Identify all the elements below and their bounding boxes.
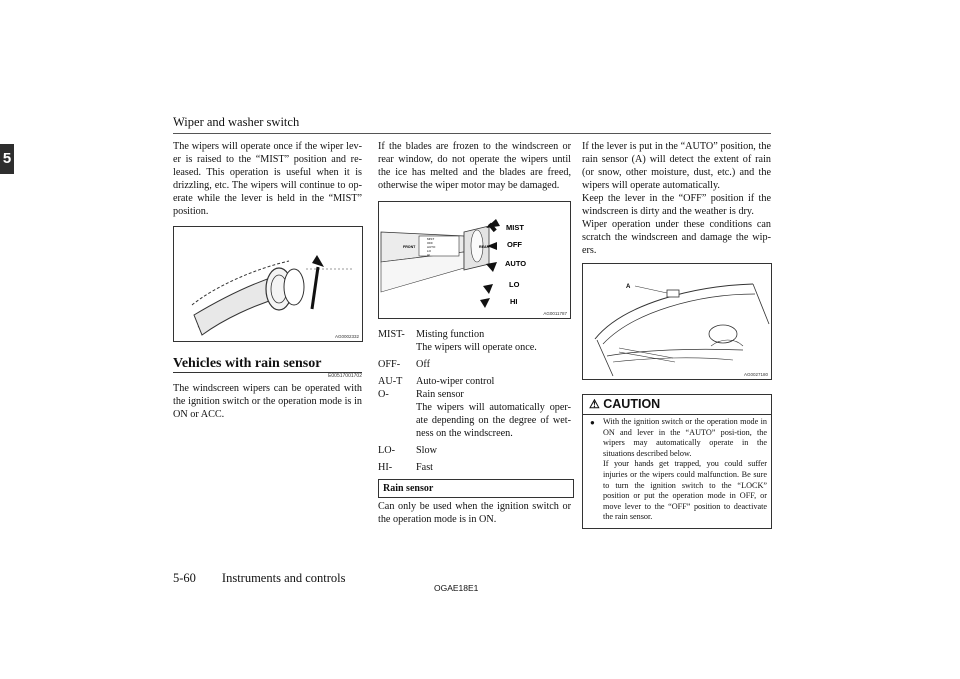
section-name: Instruments and controls: [221, 571, 346, 585]
definition-line: The wipers will automatically oper-ate depending on the degree of wet-ness on the windscreen.: [416, 402, 571, 439]
definition-line: Auto-wiper control: [416, 376, 495, 387]
rain-sensor-heading: Rain sensor: [378, 479, 574, 498]
col2-paragraph-1: If the blades are frozen to the windscreen or rear window, do not operate the wipers until the ice has melted and the blades are freed, otherwise the wiper motor may be damaged.: [378, 141, 571, 191]
header-rule: [173, 133, 771, 134]
col3-paragraph-3: Wiper operation under these conditions can scratch the windscreen and damage the wip-ers.: [582, 219, 771, 256]
definition-line: Misting function: [416, 329, 485, 340]
figure-rain-sensor: [582, 263, 772, 380]
definition-term: AU-TO-: [378, 376, 403, 400]
wiper-lever-illustration: [174, 227, 362, 341]
label-small-lo: LO: [427, 249, 432, 253]
caution-rule: [583, 414, 771, 415]
bullet-icon: ●: [590, 418, 595, 427]
page-number: 5-60: [173, 571, 196, 585]
caution-paragraph-1: With the ignition switch or the operation mode in ON and lever in the “AUTO” posi-tion, the wipers may automatically operate in the situations described below.: [603, 417, 767, 458]
windscreen-illustration: [583, 264, 771, 379]
label-lo: LO: [509, 280, 520, 289]
definition-term: LO-: [378, 445, 395, 456]
label-off: OFF: [507, 240, 522, 249]
definition-row: [378, 358, 571, 371]
col1-text-2: [173, 382, 362, 421]
definition-line: The wipers will operate once.: [416, 342, 537, 353]
label-a: A: [626, 284, 631, 290]
col2-paragraph-2: Can only be used when the ignition switch or the operation mode is in ON.: [378, 501, 571, 525]
definition-line: Slow: [416, 445, 437, 456]
chapter-tab: 5: [0, 144, 14, 174]
caution-box: [582, 394, 772, 529]
definition-row: [378, 328, 571, 354]
figure-lever-positions: [378, 201, 571, 319]
definition-term: HI-: [378, 462, 393, 473]
caution-title: [589, 397, 660, 411]
figure-code: AG0002332: [334, 334, 359, 339]
figure-wiper-lever: [173, 226, 363, 342]
col3-paragraph-2: Keep the lever in the “OFF” position if the windscreen is dirty and the weather is dry.: [582, 193, 771, 217]
figure-code: AG0011787: [543, 311, 567, 316]
definition-line: Rain sensor: [416, 389, 464, 400]
lever-positions-illustration: [379, 202, 570, 318]
document-code: OGAE18E1: [434, 583, 479, 593]
col2-text: [378, 140, 571, 192]
definition-desc: [416, 444, 571, 457]
footer: [173, 571, 372, 586]
definition-term: OFF-: [378, 359, 401, 370]
col3-paragraph-1: If the lever is put in the “AUTO” position, the rain sensor (A) will detect the extent of rain (or snow, other moisture, dust, etc.) and the wipers will operate automatically.: [582, 141, 771, 191]
caution-body: [603, 417, 767, 523]
definition-desc: [416, 328, 571, 354]
col1-text: [173, 140, 362, 218]
label-front: FRONT: [403, 245, 416, 249]
definition-row: [378, 375, 571, 440]
col2-text-2: [378, 500, 571, 526]
definition-desc: [416, 461, 571, 474]
caution-paragraph-2: If your hands get trapped, you could suffer injuries or the wipers could malfunction. Be sure to turn the ignition switch to the “LOCK” position or put the operation mode in OFF, or move lever to the “OFF” position to deactivate the rain sensor.: [603, 459, 767, 522]
running-header: Wiper and washer switch: [173, 115, 300, 129]
section-heading: Vehicles with rain sensor: [173, 356, 322, 371]
definition-row: [378, 444, 571, 457]
caution-title-text: CAUTION: [603, 397, 661, 411]
definition-line: Off: [416, 359, 430, 370]
label-auto: AUTO: [505, 259, 527, 268]
warning-triangle-icon: ⚠: [589, 397, 600, 411]
definition-desc: [416, 375, 571, 440]
definition-line: Fast: [416, 462, 433, 473]
figure-code: AG0027180: [743, 372, 768, 377]
col3-text: [582, 140, 771, 257]
label-small-off: OFF: [427, 241, 433, 245]
label-hi: HI: [510, 297, 518, 306]
label-mist: MIST: [506, 223, 524, 232]
definition-term: MIST-: [378, 329, 405, 340]
label-small-hi: HI: [427, 253, 430, 257]
col1-paragraph-1: The wipers will operate once if the wiper lev-er is raised to the “MIST” position and re-leased. This operation is useful when it is drizzling, etc. The wipers will continue to op-erate while the lever is held in the “MIST” position.: [173, 141, 362, 217]
heading-code: E00517001702: [328, 373, 362, 379]
col1-paragraph-2: The windscreen wipers can be operated with the ignition switch or the operation mode is in ON or ACC.: [173, 383, 362, 420]
definition-row: [378, 461, 571, 474]
label-rear: REAR: [479, 245, 490, 249]
definition-desc: [416, 358, 571, 371]
label-small-mist: MIST: [427, 237, 435, 241]
position-definitions: [378, 328, 571, 478]
label-small-auto: AUTO: [427, 245, 436, 249]
